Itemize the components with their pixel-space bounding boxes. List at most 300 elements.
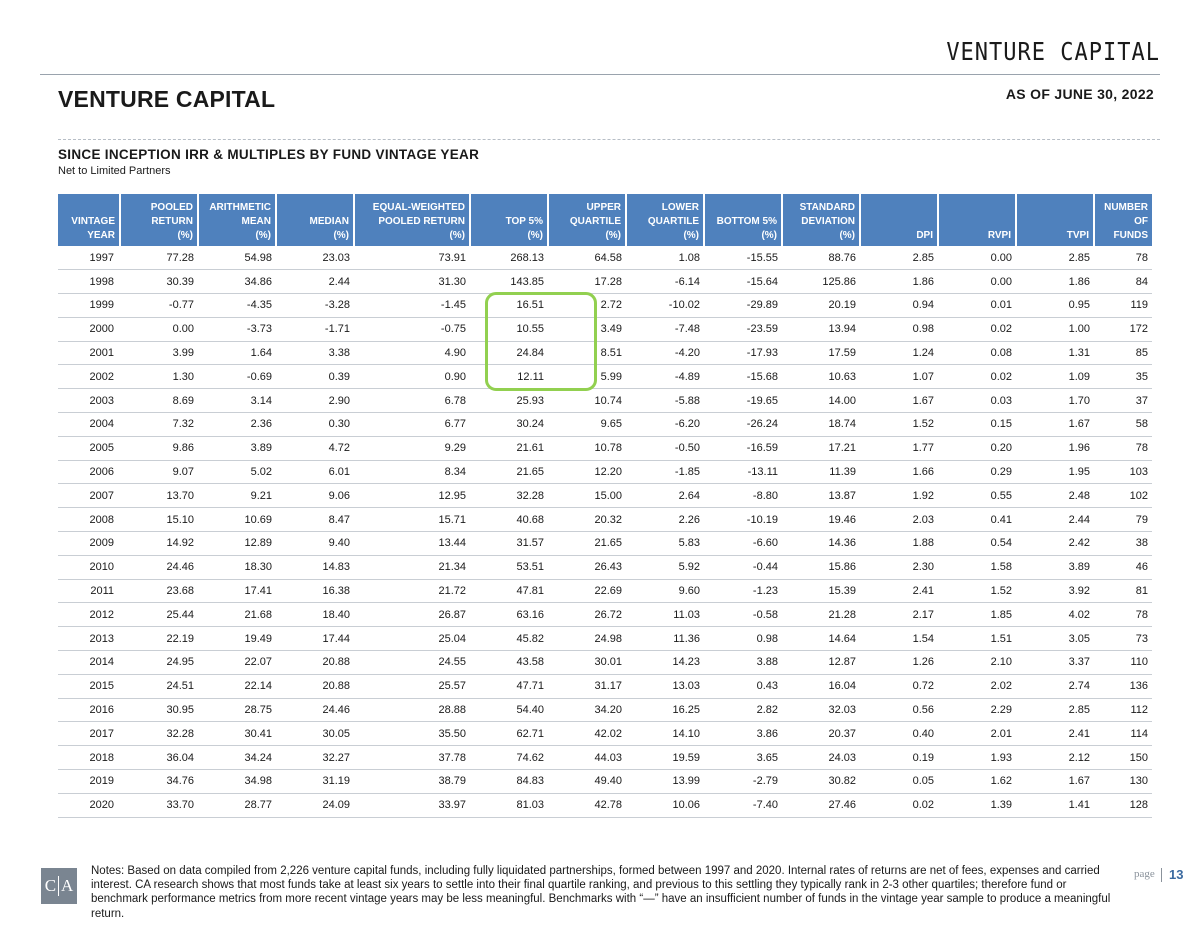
table-cell: 73 (1094, 627, 1152, 651)
table-cell: -29.89 (704, 294, 782, 318)
table-cell: -6.20 (626, 413, 704, 437)
table-cell: 21.61 (470, 436, 548, 460)
table-cell: 5.99 (548, 365, 626, 389)
table-cell: 12.87 (782, 651, 860, 675)
table-cell: 9.06 (276, 484, 354, 508)
logo-divider (58, 876, 59, 896)
table-cell: 24.84 (470, 341, 548, 365)
table-cell: 1.51 (938, 627, 1016, 651)
table-cell: 1.86 (1016, 270, 1094, 294)
table-cell: 21.65 (548, 532, 626, 556)
table-cell: 15.39 (782, 579, 860, 603)
table-cell: 14.36 (782, 532, 860, 556)
table-cell: 14.92 (120, 532, 198, 556)
table-cell: 25.57 (354, 674, 470, 698)
table-cell: 18.40 (276, 603, 354, 627)
table-cell: 22.14 (198, 674, 276, 698)
table-cell: 45.82 (470, 627, 548, 651)
table-cell: 0.15 (938, 413, 1016, 437)
table-row (58, 674, 1152, 698)
table-cell: 26.72 (548, 603, 626, 627)
table-cell: 2.44 (1016, 508, 1094, 532)
table-cell: 20.88 (276, 651, 354, 675)
table-cell: 22.07 (198, 651, 276, 675)
table-cell: -1.85 (626, 460, 704, 484)
column-header-line: MEAN (241, 216, 271, 227)
table-cell: 28.88 (354, 698, 470, 722)
vintage-year-cell: 2011 (58, 579, 120, 603)
table-cell: 2.85 (860, 246, 938, 270)
table-cell: 103 (1094, 460, 1152, 484)
table-cell: 64.58 (548, 246, 626, 270)
table-cell: 2.41 (860, 579, 938, 603)
table-row (58, 793, 1152, 817)
table-cell: 0.00 (938, 246, 1016, 270)
table-cell: 22.19 (120, 627, 198, 651)
table-cell: 23.03 (276, 246, 354, 270)
table-cell: 24.55 (354, 651, 470, 675)
table-cell: 25.93 (470, 389, 548, 413)
table-cell: 150 (1094, 746, 1152, 770)
table-cell: 14.10 (626, 722, 704, 746)
table-cell: 0.00 (938, 270, 1016, 294)
returns-table-container (58, 194, 1152, 818)
table-cell: 30.01 (548, 651, 626, 675)
table-cell: 10.69 (198, 508, 276, 532)
table-cell: 11.36 (626, 627, 704, 651)
column-header (548, 194, 626, 246)
table-cell: 12.89 (198, 532, 276, 556)
table-cell: -0.50 (626, 436, 704, 460)
table-cell: 42.02 (548, 722, 626, 746)
vintage-year-cell: 1999 (58, 294, 120, 318)
vintage-year-cell: 2006 (58, 460, 120, 484)
vintage-year-cell: 1997 (58, 246, 120, 270)
table-cell: 20.88 (276, 674, 354, 698)
table-cell: -0.69 (198, 365, 276, 389)
top-rule (40, 74, 1160, 75)
vintage-year-cell: 2012 (58, 603, 120, 627)
column-header-line: POOLED RETURN (378, 216, 465, 227)
table-cell: 9.86 (120, 436, 198, 460)
table-cell: 0.54 (938, 532, 1016, 556)
table-cell: 0.40 (860, 722, 938, 746)
table-cell: 31.17 (548, 674, 626, 698)
table-cell: -8.80 (704, 484, 782, 508)
table-cell: -1.71 (276, 317, 354, 341)
column-header-line: DPI (916, 230, 933, 241)
table-cell: 24.03 (782, 746, 860, 770)
table-cell: 114 (1094, 722, 1152, 746)
vintage-year-cell: 2019 (58, 770, 120, 794)
column-header-line: (%) (761, 230, 777, 241)
table-cell: 20.37 (782, 722, 860, 746)
table-cell: 6.01 (276, 460, 354, 484)
table-cell: 9.07 (120, 460, 198, 484)
column-header-line: BOTTOM 5% (716, 216, 777, 227)
table-cell: 12.11 (470, 365, 548, 389)
table-cell: 4.72 (276, 436, 354, 460)
table-cell: 58 (1094, 413, 1152, 437)
table-cell: 31.57 (470, 532, 548, 556)
table-cell: 8.47 (276, 508, 354, 532)
table-cell: 0.56 (860, 698, 938, 722)
table-cell: 13.44 (354, 532, 470, 556)
table-cell: 0.30 (276, 413, 354, 437)
table-cell: 10.06 (626, 793, 704, 817)
table-cell: 1.52 (938, 579, 1016, 603)
table-cell: 15.10 (120, 508, 198, 532)
table-cell: 34.98 (198, 770, 276, 794)
table-cell: 0.98 (704, 627, 782, 651)
table-cell: 24.46 (120, 555, 198, 579)
table-cell: 30.24 (470, 413, 548, 437)
table-row (58, 413, 1152, 437)
table-cell: 1.58 (938, 555, 1016, 579)
logo-letter-a: A (61, 876, 74, 895)
column-header-line: TVPI (1066, 230, 1089, 241)
table-cell: 0.19 (860, 746, 938, 770)
table-cell: 32.28 (470, 484, 548, 508)
table-cell: 2.48 (1016, 484, 1094, 508)
table-cell: 1.86 (860, 270, 938, 294)
table-cell: 79 (1094, 508, 1152, 532)
table-cell: -23.59 (704, 317, 782, 341)
table-cell: 38 (1094, 532, 1152, 556)
column-header (276, 194, 354, 246)
table-cell: 53.51 (470, 555, 548, 579)
vintage-year-cell: 2000 (58, 317, 120, 341)
column-header-line: (%) (527, 230, 543, 241)
table-cell: 2.85 (1016, 698, 1094, 722)
table-cell: 19.59 (626, 746, 704, 770)
table-cell: 21.28 (782, 603, 860, 627)
column-header-line: RETURN (151, 216, 193, 227)
table-cell: -5.88 (626, 389, 704, 413)
column-header (470, 194, 548, 246)
table-cell: 3.86 (704, 722, 782, 746)
table-row (58, 294, 1152, 318)
table-cell: 54.98 (198, 246, 276, 270)
table-cell: 0.98 (860, 317, 938, 341)
table-cell: 125.86 (782, 270, 860, 294)
column-header (198, 194, 276, 246)
table-cell: 1.41 (1016, 793, 1094, 817)
table-cell: -0.77 (120, 294, 198, 318)
table-cell: 14.83 (276, 555, 354, 579)
table-cell: 13.70 (120, 484, 198, 508)
table-cell: 2.41 (1016, 722, 1094, 746)
column-header-line: NUMBER (1104, 202, 1148, 213)
vintage-year-cell: 2020 (58, 793, 120, 817)
table-cell: 21.65 (470, 460, 548, 484)
table-cell: 20.32 (548, 508, 626, 532)
table-cell: 2.29 (938, 698, 1016, 722)
vintage-year-cell: 2010 (58, 555, 120, 579)
table-cell: 0.95 (1016, 294, 1094, 318)
column-header-line: TOP 5% (505, 216, 543, 227)
table-cell: 26.43 (548, 555, 626, 579)
table-row (58, 436, 1152, 460)
table-cell: 32.28 (120, 722, 198, 746)
table-cell: 54.40 (470, 698, 548, 722)
table-cell: 1.67 (1016, 413, 1094, 437)
table-cell: 2.30 (860, 555, 938, 579)
table-cell: 2.72 (548, 294, 626, 318)
logo-letter-c: C (44, 876, 57, 895)
table-cell: 8.69 (120, 389, 198, 413)
table-cell: 78 (1094, 436, 1152, 460)
table-row (58, 460, 1152, 484)
table-cell: -3.28 (276, 294, 354, 318)
table-cell: 3.99 (120, 341, 198, 365)
table-cell: 24.95 (120, 651, 198, 675)
table-cell: 9.29 (354, 436, 470, 460)
table-cell: 15.00 (548, 484, 626, 508)
table-cell: 34.76 (120, 770, 198, 794)
table-cell: 2.02 (938, 674, 1016, 698)
table-cell: 62.71 (470, 722, 548, 746)
table-cell: 1.70 (1016, 389, 1094, 413)
table-cell: 1.64 (198, 341, 276, 365)
table-cell: 19.49 (198, 627, 276, 651)
column-header-line: MEDIAN (309, 216, 349, 227)
table-cell: 27.46 (782, 793, 860, 817)
table-cell: -26.24 (704, 413, 782, 437)
table-cell: 2.44 (276, 270, 354, 294)
table-cell: -0.75 (354, 317, 470, 341)
table-cell: 8.51 (548, 341, 626, 365)
table-cell: -0.44 (704, 555, 782, 579)
table-cell: 172 (1094, 317, 1152, 341)
table-cell: -4.20 (626, 341, 704, 365)
table-cell: -4.35 (198, 294, 276, 318)
section-title: SINCE INCEPTION IRR & MULTIPLES BY FUND VINTAGE YEAR (58, 147, 480, 162)
table-cell: 36.04 (120, 746, 198, 770)
table-cell: 5.02 (198, 460, 276, 484)
table-cell: 0.05 (860, 770, 938, 794)
table-cell: 0.29 (938, 460, 1016, 484)
table-cell: 30.05 (276, 722, 354, 746)
column-header (860, 194, 938, 246)
table-cell: 0.20 (938, 436, 1016, 460)
table-cell: 30.41 (198, 722, 276, 746)
column-header-line: DEVIATION (801, 216, 855, 227)
table-cell: 0.00 (120, 317, 198, 341)
table-cell: 10.74 (548, 389, 626, 413)
table-row (58, 484, 1152, 508)
table-cell: 46 (1094, 555, 1152, 579)
vintage-year-cell: 2015 (58, 674, 120, 698)
table-cell: 77.28 (120, 246, 198, 270)
table-cell: 3.05 (1016, 627, 1094, 651)
table-cell: 10.78 (548, 436, 626, 460)
column-header-line: OF FUNDS (1113, 216, 1148, 241)
column-header-line: UPPER (586, 202, 621, 213)
table-cell: 78 (1094, 246, 1152, 270)
table-cell: 21.72 (354, 579, 470, 603)
table-cell: 13.94 (782, 317, 860, 341)
column-header-line: (%) (605, 230, 621, 241)
table-cell: 1.24 (860, 341, 938, 365)
table-cell: 3.14 (198, 389, 276, 413)
table-cell: -1.45 (354, 294, 470, 318)
table-cell: 13.87 (782, 484, 860, 508)
table-cell: 1.67 (1016, 770, 1094, 794)
table-cell: 0.03 (938, 389, 1016, 413)
table-cell: 0.08 (938, 341, 1016, 365)
table-cell: 34.86 (198, 270, 276, 294)
vintage-year-cell: 2014 (58, 651, 120, 675)
table-row (58, 532, 1152, 556)
table-body (58, 246, 1152, 817)
table-cell: 3.89 (198, 436, 276, 460)
table-cell: 47.81 (470, 579, 548, 603)
table-cell: 0.94 (860, 294, 938, 318)
table-cell: 31.30 (354, 270, 470, 294)
table-cell: 1.67 (860, 389, 938, 413)
table-cell: 5.83 (626, 532, 704, 556)
table-row (58, 722, 1152, 746)
table-row (58, 389, 1152, 413)
table-cell: 11.39 (782, 460, 860, 484)
table-cell: 21.68 (198, 603, 276, 627)
column-header-line: (%) (683, 230, 699, 241)
column-header (938, 194, 1016, 246)
table-cell: 0.02 (938, 317, 1016, 341)
table-cell: 1.88 (860, 532, 938, 556)
table-cell: -7.48 (626, 317, 704, 341)
table-cell: 4.02 (1016, 603, 1094, 627)
table-cell: 2.01 (938, 722, 1016, 746)
table-cell: 112 (1094, 698, 1152, 722)
column-header-line: (%) (177, 230, 193, 241)
table-cell: 3.65 (704, 746, 782, 770)
table-cell: 2.10 (938, 651, 1016, 675)
table-cell: 20.19 (782, 294, 860, 318)
table-cell: 1.66 (860, 460, 938, 484)
column-header-line: (%) (333, 230, 349, 241)
vintage-year-cell: 2016 (58, 698, 120, 722)
table-cell: 35 (1094, 365, 1152, 389)
table-cell: 1.26 (860, 651, 938, 675)
table-cell: 63.16 (470, 603, 548, 627)
table-cell: 13.03 (626, 674, 704, 698)
vintage-year-cell: 2005 (58, 436, 120, 460)
table-cell: 84 (1094, 270, 1152, 294)
column-header (626, 194, 704, 246)
table-cell: 143.85 (470, 270, 548, 294)
table-cell: 0.55 (938, 484, 1016, 508)
table-cell: 3.38 (276, 341, 354, 365)
table-cell: 16.25 (626, 698, 704, 722)
table-row (58, 317, 1152, 341)
table-cell: 31.19 (276, 770, 354, 794)
table-cell: 16.04 (782, 674, 860, 698)
column-header-line: POOLED (150, 202, 193, 213)
table-cell: 32.03 (782, 698, 860, 722)
table-cell: 1.00 (1016, 317, 1094, 341)
table-cell: -2.79 (704, 770, 782, 794)
table-cell: 15.86 (782, 555, 860, 579)
table-cell: 9.65 (548, 413, 626, 437)
vintage-year-cell: 2007 (58, 484, 120, 508)
table-cell: 1.07 (860, 365, 938, 389)
table-cell: -15.64 (704, 270, 782, 294)
table-cell: 25.04 (354, 627, 470, 651)
table-cell: 0.02 (860, 793, 938, 817)
table-cell: -6.60 (704, 532, 782, 556)
table-row (58, 698, 1152, 722)
table-row (58, 555, 1152, 579)
table-cell: 21.34 (354, 555, 470, 579)
ca-logo (41, 868, 77, 904)
table-row (58, 246, 1152, 270)
table-cell: 37 (1094, 389, 1152, 413)
column-header-line: (%) (449, 230, 465, 241)
table-cell: 42.78 (548, 793, 626, 817)
table-cell: 74.62 (470, 746, 548, 770)
table-row (58, 508, 1152, 532)
as-of-date: AS OF JUNE 30, 2022 (1005, 86, 1154, 102)
returns-table (58, 194, 1152, 818)
table-cell: 1.31 (1016, 341, 1094, 365)
column-header (58, 194, 120, 246)
column-header-line: (%) (839, 230, 855, 241)
table-cell: 32.27 (276, 746, 354, 770)
table-cell: 26.87 (354, 603, 470, 627)
table-cell: 14.23 (626, 651, 704, 675)
table-cell: 1.93 (938, 746, 1016, 770)
table-cell: 43.58 (470, 651, 548, 675)
table-row (58, 603, 1152, 627)
table-cell: 119 (1094, 294, 1152, 318)
vintage-year-cell: 2013 (58, 627, 120, 651)
table-cell: 1.08 (626, 246, 704, 270)
table-cell: -10.02 (626, 294, 704, 318)
vintage-year-cell: 2002 (58, 365, 120, 389)
vintage-year-cell: 1998 (58, 270, 120, 294)
table-cell: 84.83 (470, 770, 548, 794)
table-cell: 2.90 (276, 389, 354, 413)
column-header (354, 194, 470, 246)
column-header (782, 194, 860, 246)
table-cell: 81.03 (470, 793, 548, 817)
table-cell: 268.13 (470, 246, 548, 270)
table-cell: -15.68 (704, 365, 782, 389)
table-cell: 24.09 (276, 793, 354, 817)
table-row (58, 365, 1152, 389)
column-header (1016, 194, 1094, 246)
table-cell: 10.63 (782, 365, 860, 389)
table-cell: 1.95 (1016, 460, 1094, 484)
table-cell: 44.03 (548, 746, 626, 770)
brand-wordmark: VENTURE CAPITAL (946, 38, 1160, 67)
table-cell: 0.01 (938, 294, 1016, 318)
table-cell: 130 (1094, 770, 1152, 794)
table-cell: 14.00 (782, 389, 860, 413)
table-cell: 1.52 (860, 413, 938, 437)
table-cell: 14.64 (782, 627, 860, 651)
table-cell: 17.44 (276, 627, 354, 651)
page-separator (1161, 868, 1162, 882)
table-cell: 30.39 (120, 270, 198, 294)
table-cell: 1.77 (860, 436, 938, 460)
table-cell: 9.60 (626, 579, 704, 603)
table-cell: 1.30 (120, 365, 198, 389)
table-cell: 8.34 (354, 460, 470, 484)
table-cell: 11.03 (626, 603, 704, 627)
